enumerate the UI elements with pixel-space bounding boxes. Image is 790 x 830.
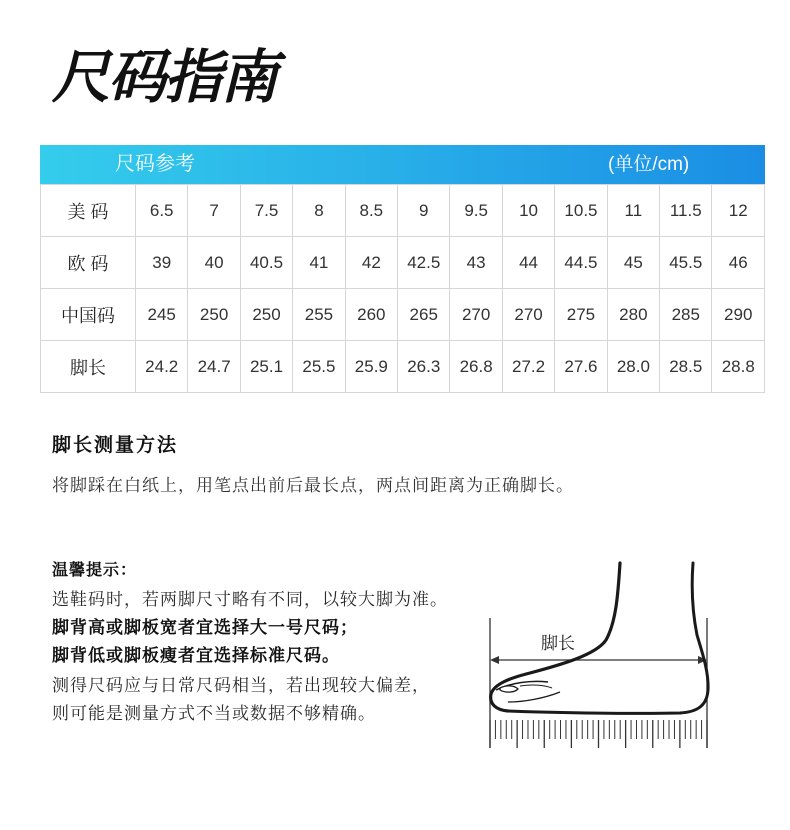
size-cell: 46 [712,237,765,289]
size-cell: 9.5 [450,185,502,237]
toe-crease-line [508,692,560,702]
tip-line: 选鞋码时，若两脚尺寸略有不同，以较大脚为准。 [52,590,448,609]
size-cell: 8.5 [345,185,397,237]
tip-line: 脚背高或脚板宽者宜选择大一号尺码； [52,618,358,637]
size-cell: 42.5 [398,237,450,289]
size-cell: 24.7 [188,341,240,393]
size-cell: 12 [712,185,765,237]
size-row-label: 中国码 [41,289,136,341]
size-cell: 28.0 [607,341,659,393]
size-cell: 11 [607,185,659,237]
arrow-left-icon [490,656,499,664]
size-cell: 26.3 [398,341,450,393]
size-cell: 25.9 [345,341,397,393]
size-cell: 250 [188,289,240,341]
size-row [41,341,765,393]
size-table [40,184,765,393]
size-cell: 27.2 [502,341,554,393]
size-cell: 27.6 [555,341,607,393]
size-row-label: 美 码 [41,185,136,237]
size-cell: 265 [398,289,450,341]
size-cell: 11.5 [660,185,712,237]
size-cell: 25.5 [293,341,345,393]
size-cell: 40.5 [240,237,292,289]
size-cell: 42 [345,237,397,289]
size-cell: 290 [712,289,765,341]
size-table-title: 尺码参考 [115,153,195,175]
size-cell: 270 [502,289,554,341]
size-cell: 45 [607,237,659,289]
size-cell: 255 [293,289,345,341]
tip-line: 则可能是测量方式不当或数据不够精确。 [52,704,376,723]
size-cell: 7 [188,185,240,237]
size-cell: 28.5 [660,341,712,393]
foot-measure-illustration [480,550,720,760]
size-cell: 28.8 [712,341,765,393]
size-cell: 8 [293,185,345,237]
size-cell: 44.5 [555,237,607,289]
measure-heading: 脚长测量方法 [52,435,179,456]
measure-instruction: 将脚踩在白纸上，用笔点出前后最长点，两点间距离为正确脚长。 [52,476,574,495]
page-title: 尺码指南 [52,45,277,110]
size-cell: 24.2 [136,341,188,393]
size-cell: 43 [450,237,502,289]
size-row-label: 欧 码 [41,237,136,289]
size-cell: 10 [502,185,554,237]
size-cell: 7.5 [240,185,292,237]
size-row-label: 脚长 [41,341,136,393]
size-cell: 275 [555,289,607,341]
size-cell: 39 [136,237,188,289]
size-cell: 245 [136,289,188,341]
size-cell: 260 [345,289,397,341]
tips-heading: 温馨提示： [52,562,138,579]
size-cell: 41 [293,237,345,289]
size-table-header [40,145,765,184]
tip-line: 测得尺码应与日常尺码相当，若出现较大偏差， [52,676,430,695]
size-row [41,237,765,289]
size-cell: 9 [398,185,450,237]
size-cell: 280 [607,289,659,341]
size-cell: 270 [450,289,502,341]
foot-length-label: 脚长 [541,634,575,653]
ruler-icon [490,720,707,748]
size-cell: 10.5 [555,185,607,237]
toe-line [520,685,552,688]
size-row [41,185,765,237]
size-cell: 40 [188,237,240,289]
size-cell: 44 [502,237,554,289]
size-cell: 26.8 [450,341,502,393]
size-cell: 25.1 [240,341,292,393]
size-row [41,289,765,341]
size-cell: 6.5 [136,185,188,237]
size-cell: 285 [660,289,712,341]
toenail-icon [500,686,518,692]
size-cell: 250 [240,289,292,341]
size-table-unit: (单位/cm) [608,154,690,175]
tip-line: 脚背低或脚板瘦者宜选择标准尺码。 [52,646,340,665]
size-cell: 45.5 [660,237,712,289]
